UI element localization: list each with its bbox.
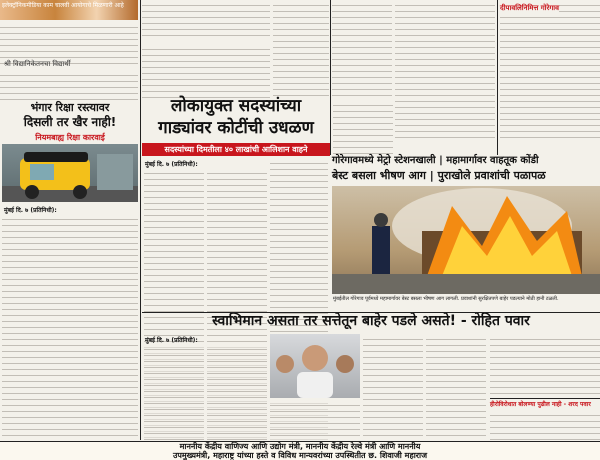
bus-fire-photo: [332, 186, 600, 294]
right-box-title: दीपावलिनिमित्त गोरेगाव: [500, 4, 560, 12]
text-column: [142, 0, 270, 40]
text-column: [426, 334, 486, 440]
text-column: [363, 334, 423, 440]
goregaon-headline-2: बेस्ट बसला भीषण आग | पुराखोले प्रवाशांची पळापळ: [332, 169, 546, 182]
lokayukta-strap: सदस्यांच्या दिमतीला ४० लाखांची आलिशान वाहने: [142, 143, 330, 156]
bottom-banner: [0, 442, 600, 460]
fragment-3: मिळणारी आहे: [92, 2, 124, 9]
rohit-dateline: मुंबई दि. ७ (प्रतिनिधी):: [145, 337, 198, 344]
banner-line-1: माननीय केंद्रीय वाणिज्य आणि उद्योग मंत्री, माननीय केंद्रीय रेल्वे मंत्री आणि माननीय: [179, 442, 421, 451]
text-column: [490, 410, 600, 440]
rickshaw-headline-1: भंगार रिक्षा रस्त्यावर: [30, 101, 110, 114]
text-column: [490, 334, 600, 396]
column-rule: [330, 0, 331, 155]
lokayukta-headline-1: लोकायुक्त सदस्यांच्या: [170, 96, 302, 116]
bus-fire-illustration: [332, 186, 600, 294]
rickshaw-photo: [2, 144, 138, 202]
text-column: [332, 0, 392, 100]
lokayukta-headline-2: गाड्यांवर कोटींची उधळण: [158, 118, 314, 138]
text-column: [395, 0, 495, 140]
text-column: [270, 400, 360, 440]
fragment-2: काम चालवी आयोगाचे: [43, 2, 92, 9]
column-rule: [497, 0, 498, 155]
banner-line-2: उपमुख्यमंत्री, महाराष्ट्र यांच्या हस्ते व विविध मान्यवरांच्या उपस्थितीत छ. शिवाजी महाराज: [172, 451, 428, 460]
rickshaw-tagline: नियमबाह्य रिक्षा कारवाई: [35, 133, 105, 142]
text-column: [142, 44, 270, 100]
section-intro: श्री विद्यानिकेतनचा विद्यार्थी: [4, 60, 71, 68]
rickshaw-illustration: [2, 144, 138, 202]
rickshaw-headline-2: दिसली तर खैर नाही!: [23, 115, 117, 129]
bottom-right-title: हीरोविरोधात बोलण्या पुढील नाही - शरद पवार: [490, 398, 600, 408]
rohit-photo: [270, 334, 360, 398]
column-rule: [140, 0, 141, 440]
fragment-1: इलेक्ट्रॉनिकमीडिया: [2, 2, 42, 9]
text-column: [273, 0, 329, 100]
bus-fire-caption: मुंबईतील गोरेगाव पूर्वमध्ये महामार्गावर बेस्ट बसला भीषण आग लागली. प्रवाशांनी सुरक्षितपणे बाहेर पडल्याने मोठी हानी टळली.: [333, 296, 559, 302]
rohit-headline: स्वाभिमान असता तर सत्तेतून बाहेर पडले असते! - रोहित पवार: [212, 313, 530, 329]
rickshaw-dateline: मुंबई दि. ७ (प्रतिनिधी):: [4, 207, 57, 214]
text-column: [2, 214, 138, 440]
top-left-fragments: [2, 3, 138, 9]
text-column: [333, 100, 393, 155]
lokayukta-dateline: मुंबई दि. ७ (प्रतिनिधी):: [145, 161, 198, 168]
text-column: [500, 0, 600, 140]
goregaon-headline-1: गोरेगावमध्ये मेट्रो स्टेशनखाली | महामार्गावर वाहतूक कोंडी: [332, 155, 539, 166]
text-column: [144, 344, 204, 440]
text-column: [0, 70, 138, 100]
text-column: [207, 344, 267, 440]
row-rule: [142, 312, 600, 313]
rohit-illustration: [270, 334, 360, 398]
